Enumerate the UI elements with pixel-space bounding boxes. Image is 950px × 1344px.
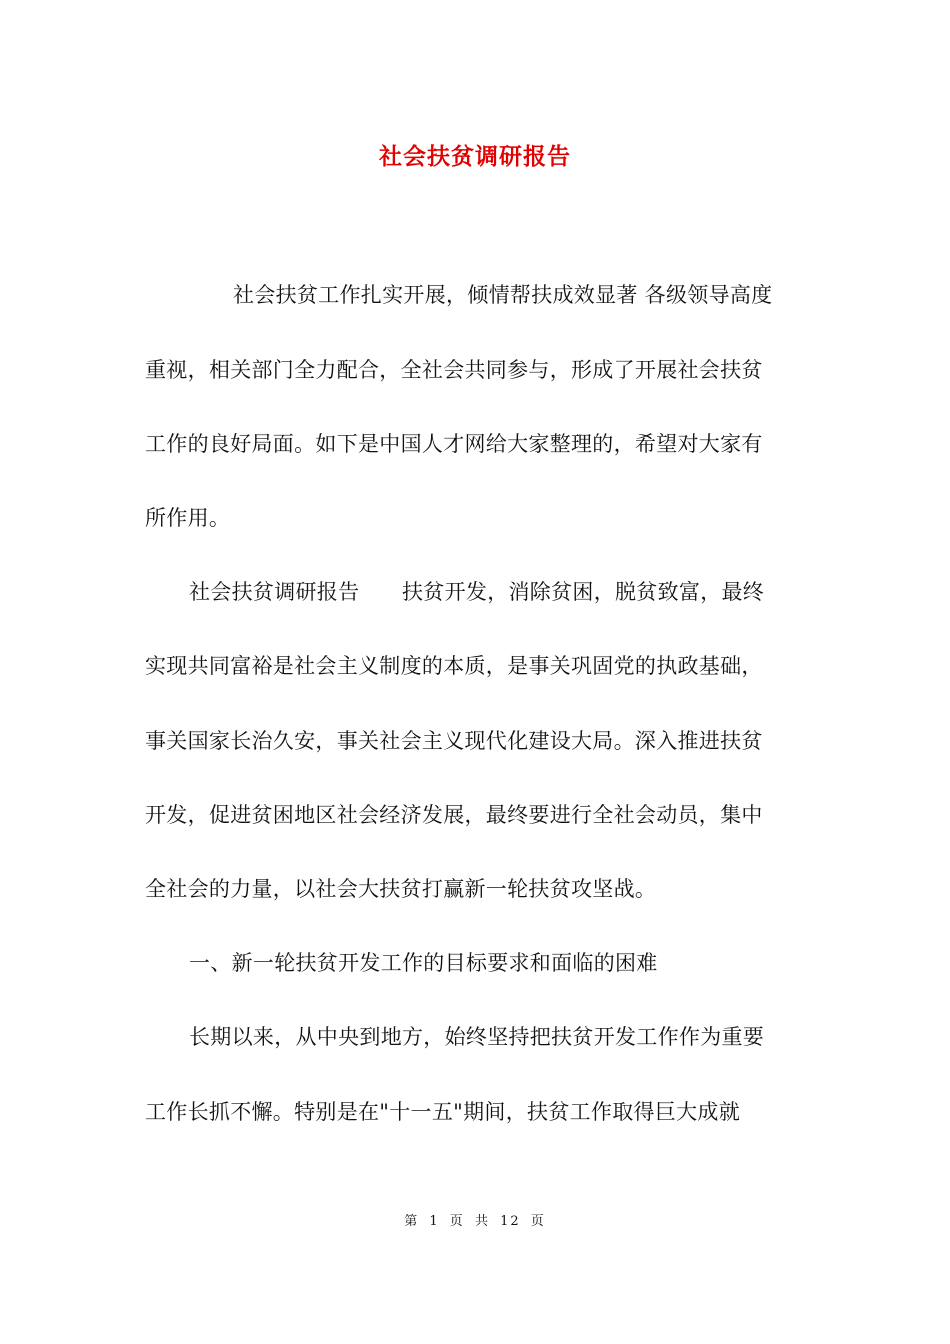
- paragraph-line: 事关国家长治久安，事关社会主义现代化建设大局。深入推进扶贫: [145, 729, 763, 753]
- document-title: 社会扶贫调研报告: [379, 143, 571, 170]
- paragraph-line: 全社会的力量，以社会大扶贫打赢新一轮扶贫攻坚战。: [145, 877, 657, 901]
- paragraph-line: 实现共同富裕是社会主义制度的本质，是事关巩固党的执政基础，: [145, 654, 763, 678]
- footer-ye2: 页: [530, 1214, 546, 1229]
- paragraph-line: 长期以来，从中央到地方，始终坚持把扶贫开发工作作为重要: [189, 1025, 765, 1049]
- footer-ye: 页: [449, 1214, 465, 1229]
- paragraph-line: 社会扶贫调研报告 扶贫开发，消除贫困，脱贫致富，最终: [189, 580, 765, 604]
- footer-di: 第: [404, 1214, 420, 1229]
- footer-gong: 共: [474, 1214, 490, 1229]
- paragraph-line: 所作用。: [145, 506, 231, 530]
- paragraph-line: 工作长抓不懈。特别是在"十一五"期间，扶贫工作取得巨大成就: [145, 1100, 741, 1124]
- paragraph-line: 工作的良好局面。如下是中国人才网给大家整理的，希望对大家有: [145, 432, 763, 456]
- paragraph-line: 社会扶贫工作扎实开展，倾情帮扶成效显著 各级领导高度: [233, 283, 773, 307]
- footer-page-number: 1: [429, 1214, 440, 1229]
- footer-total-pages: 12: [500, 1214, 521, 1229]
- paragraph-line: 开发，促进贫困地区社会经济发展，最终要进行全社会动员，集中: [145, 803, 763, 827]
- section-heading: 一、新一轮扶贫开发工作的目标要求和面临的困难: [189, 951, 658, 975]
- page-footer: [0, 1210, 950, 1229]
- paragraph-line: 重视，相关部门全力配合，全社会共同参与，形成了开展社会扶贫: [145, 358, 763, 382]
